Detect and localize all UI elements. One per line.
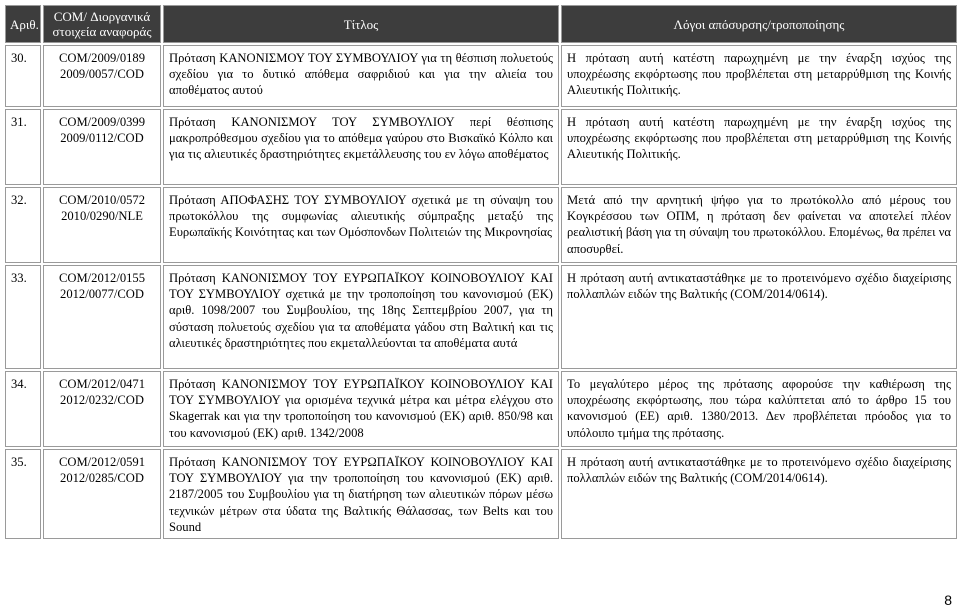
header-title: Τίτλος xyxy=(163,5,559,43)
row-title: Πρόταση ΑΠΟΦΑΣΗΣ ΤΟΥ ΣΥΜΒΟΥΛΙΟΥ σχετικά με τη σύναψη του πρωτοκόλλου της συμφωνίας αλιευτικής σύμπραξης μεταξύ της Ευρωπαϊκής Κοινότητας και των Ομόσπονδων Πολιτειών της Μικρονησίας xyxy=(163,187,559,263)
row-number: 33. xyxy=(5,265,41,369)
page-number: 8 xyxy=(944,592,952,608)
row-title: Πρόταση ΚΑΝΟΝΙΣΜΟΥ ΤΟΥ ΕΥΡΩΠΑΪΚΟΥ ΚΟΙΝΟΒΟΥΛΙΟΥ ΚΑΙ ΤΟΥ ΣΥΜΒΟΥΛΙΟΥ για την τροποποίηση του κανονισμού (ΕΚ) αριθ. 2187/2005 του Συμβουλίου για τη διατήρηση των αλιευτικών πόρων μέσω τεχνικών μέτρων στα ύδατα της Βαλτικής Θάλασσας, των Belts και του Sound xyxy=(163,449,559,539)
row-reasons: Η πρόταση αυτή κατέστη παρωχημένη με την έναρξη ισχύος της υποχρέωσης εκφόρτωσης που προβλέπεται στη μεταρρύθμιση της Κοινής Αλιευτικής Πολιτικής. xyxy=(561,45,957,107)
row-com-reference: COM/2010/0572 2010/0290/NLE xyxy=(43,187,161,263)
row-number: 35. xyxy=(5,449,41,539)
row-reasons: Η πρόταση αυτή κατέστη παρωχημένη με την έναρξη ισχύος της υποχρέωσης εκφόρτωσης που προβλέπεται στη μεταρρύθμιση της Κοινής Αλιευτικής Πολιτικής. xyxy=(561,109,957,185)
header-reasons: Λόγοι απόσυρσης/τροποποίησης xyxy=(561,5,957,43)
row-com-reference: COM/2009/0399 2009/0112/COD xyxy=(43,109,161,185)
table-row xyxy=(5,371,957,447)
table-row xyxy=(5,187,957,263)
row-com-reference: COM/2012/0591 2012/0285/COD xyxy=(43,449,161,539)
table-row xyxy=(5,109,957,185)
row-reasons: Η πρόταση αυτή αντικαταστάθηκε με το προτεινόμενο σχέδιο διαχείρισης πολλαπλών ειδών της Βαλτικής (COM/2014/0614). xyxy=(561,265,957,369)
table-row xyxy=(5,45,957,107)
row-com-reference: COM/2012/0471 2012/0232/COD xyxy=(43,371,161,447)
table-row xyxy=(5,449,957,539)
header-com-reference: COM/ Διοργανικά στοιχεία αναφοράς xyxy=(43,5,161,43)
row-title: Πρόταση ΚΑΝΟΝΙΣΜΟΥ ΤΟΥ ΕΥΡΩΠΑΪΚΟΥ ΚΟΙΝΟΒΟΥΛΙΟΥ ΚΑΙ ΤΟΥ ΣΥΜΒΟΥΛΙΟΥ για ορισμένα τεχνικά μέτρα και μέτρα ελέγχου στο Skagerrak και για την τροποποίηση του κανονισμού (ΕΚ) αριθ. 850/98 και του κανονισμού (ΕΚ) αριθ. 1342/2008 xyxy=(163,371,559,447)
row-number: 30. xyxy=(5,45,41,107)
table-header-row xyxy=(5,5,957,43)
row-title: Πρόταση ΚΑΝΟΝΙΣΜΟΥ ΤΟΥ ΣΥΜΒΟΥΛΙΟΥ περί θέσπισης μακροπρόθεσμου σχεδίου για το απόθεμα γαύρου στο Βισκαϊκό Κόλπο και για τις αλιευτικές δραστηριότητες εκμετάλλευσης του εν λόγω αποθέματος xyxy=(163,109,559,185)
row-reasons: Η πρόταση αυτή αντικαταστάθηκε με το προτεινόμενο σχέδιο διαχείρισης πολλαπλών ειδών της Βαλτικής (COM/2014/0614). xyxy=(561,449,957,539)
row-com-reference: COM/2012/0155 2012/0077/COD xyxy=(43,265,161,369)
table-row xyxy=(5,265,957,369)
row-number: 32. xyxy=(5,187,41,263)
row-reasons: Μετά από την αρνητική ψήφο για το πρωτόκολλο από μέρους του Κογκρέσσου των ΟΠΜ, η πρόταση δεν φαίνεται να αποτελεί πλέον ρεαλιστική βάση για τη σύναψη του πρωτοκόλλου. Επομένως, θα πρέπει να αποσυρθεί. xyxy=(561,187,957,263)
row-number: 31. xyxy=(5,109,41,185)
row-title: Πρόταση ΚΑΝΟΝΙΣΜΟΥ ΤΟΥ ΕΥΡΩΠΑΪΚΟΥ ΚΟΙΝΟΒΟΥΛΙΟΥ ΚΑΙ ΤΟΥ ΣΥΜΒΟΥΛΙΟΥ σχετικά με την τροποποίηση του κανονισμού (ΕΚ) αριθ. 1098/2007 του Συμβουλίου, της 18ης Σεπτεμβρίου 2007, για τη σύσταση πολυετούς σχεδίου για τα αποθέματα γάδου στη Βαλτική και τις αλιευτικές δραστηριότητες που εκμεταλλεύονται τα αποθέματα αυτά xyxy=(163,265,559,369)
row-reasons: Το μεγαλύτερο μέρος της πρότασης αφορούσε την καθιέρωση της υποχρέωσης εκφόρτωσης, που τώρα καλύπτεται από το άρθρο 15 του κανονισμού (ΕΕ) αριθ. 1380/2013. Δεν προβλέπεται πρόοδος για το υπόλοιπο τμήμα της πρότασης. xyxy=(561,371,957,447)
row-title: Πρόταση ΚΑΝΟΝΙΣΜΟΥ ΤΟΥ ΣΥΜΒΟΥΛΙΟΥ για τη θέσπιση πολυετούς σχεδίου για το δυτικό απόθεμα σαφριδιού και για την αλιεία του αποθέματος αυτού xyxy=(163,45,559,107)
proposals-table xyxy=(3,3,959,541)
row-com-reference: COM/2009/0189 2009/0057/COD xyxy=(43,45,161,107)
row-number: 34. xyxy=(5,371,41,447)
header-number: Αριθ. xyxy=(5,5,41,43)
